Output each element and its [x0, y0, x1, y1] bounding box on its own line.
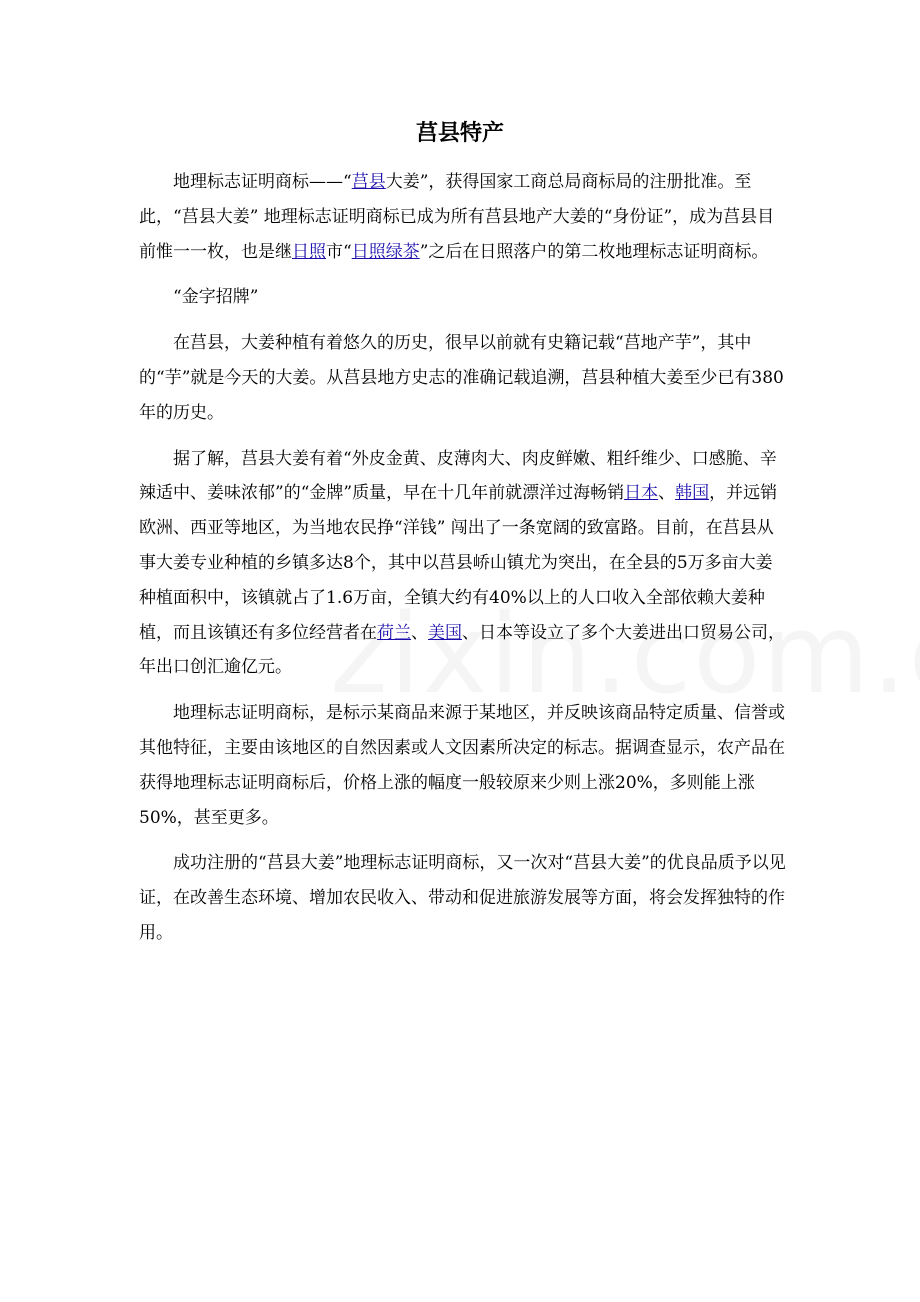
text-segment: 市“ — [326, 241, 352, 262]
text-segment: 、 — [411, 622, 428, 643]
text-segment: 据了解，莒县大姜有着“外皮金黄、皮薄肉大、肉皮鲜嫩、粗纤维少、口感脆、辛辣适中、姜味浓郁”的“金牌”质量，早在十几年前就漂洋过海畅销 — [139, 448, 777, 504]
paragraph-5: 地理标志证明商标，是标示某商品来源于某地区，并反映该商品特定质量、信誉或其他特征，主要由该地区的自然因素或人文因素所决定的标志。据调查显示，农产品在获得地理标志证明商标后，价格上涨的幅度一般较原来少则上涨20%，多则能上涨50%，甚至更多。 — [139, 703, 785, 828]
link-netherlands[interactable]: 荷兰 — [377, 622, 411, 643]
link-rizhao-green-tea[interactable]: 日照绿茶 — [351, 241, 420, 262]
paragraph-6: 成功注册的“莒县大姜”地理标志证明商标，又一次对“莒县大姜”的优良品质予以见证，在改善生态环境、增加农民收入、带动和促进旅游发展等方面，将会发挥独特的作用。 — [139, 853, 786, 943]
paragraph-2-subheading: “金字招牌” — [173, 287, 259, 308]
text-segment: 、日本等设立了多个大姜进出口贸易公司，年出口创汇逾亿元。 — [139, 622, 785, 678]
link-korea[interactable]: 韩国 — [675, 483, 710, 504]
link-usa[interactable]: 美国 — [428, 622, 462, 643]
text-segment: 大姜”，获得国家工商总局商标局的注册批准。至此，“莒县大姜” 地理标志证明商标已成为所有莒县地产大姜的“身份证”，成为莒县目前惟一一枚，也是继 — [139, 172, 775, 262]
link-juxian[interactable]: 莒县 — [351, 172, 386, 192]
paragraph-1 — [139, 165, 789, 269]
text-segment: 、 — [658, 483, 676, 504]
text-segment: ”之后在日照落户的第二枚地理标志证明商标。 — [419, 241, 769, 262]
text-segment: ，并远销欧洲、西亚等地区，为当地农民挣“洋钱” 闯出了一条宽阔的致富路。目前，在莒县从事大姜专业种植的乡镇多达8个，其中以莒县峤山镇尤为突出，在全县的5万多亩大姜种植面积中，该镇就占了1.6万亩，全镇大约有40%以上的人口收入全部依赖大姜种植，而且该镇还有多位经营者在 — [139, 483, 778, 643]
link-rizhao[interactable]: 日照 — [292, 241, 326, 262]
paragraph-3: 在莒县，大姜种植有着悠久的历史，很早以前就有史籍记载“莒地产芋”，其中的“芋”就是今天的大姜。从莒县地方史志的准确记载追溯，莒县种植大姜至少已有380年的历史。 — [139, 333, 784, 423]
text-segment: 地理标志证明商标——“ — [173, 172, 352, 192]
paragraph-4 — [139, 442, 789, 686]
article-body — [139, 165, 789, 951]
page-title: 莒县特产 — [415, 120, 504, 146]
link-japan[interactable]: 日本 — [624, 483, 659, 504]
